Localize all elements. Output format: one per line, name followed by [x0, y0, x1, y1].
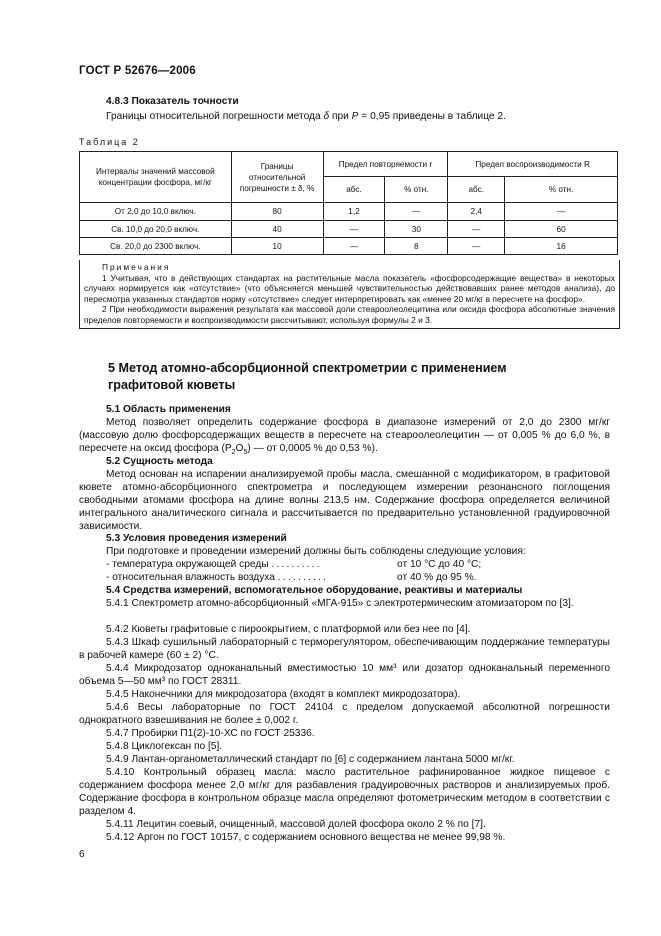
- subsection-5-1-text: Метод позволяет определить содержание фосфора в диапазоне измерений от 2,0 до 2300 мг/кг (массовую долю фосфорсодержащих веществ в пересчете на стеароолеолецитин — от 0,005 % до 6,0 %, в пересчете на оксид фосфора $(P_2O_5)$ — от 0,0005 % до 0,53 %).: [79, 417, 610, 457]
- table-row: [80, 238, 618, 255]
- table-cell: —: [323, 238, 385, 255]
- precision-table: [79, 151, 618, 255]
- condition-temperature-value: от 10 °С до 40 °С;: [397, 559, 482, 570]
- subsection-5-4-title: 5.4 Средства измерений, вспомогательное оборудование, реактивы и материалы: [106, 585, 523, 596]
- condition-humidity-value: от 40 % до 95 %.: [397, 572, 477, 583]
- table-cell: 16: [505, 238, 618, 255]
- table-cell: 30: [385, 221, 448, 238]
- item-5-4-9: 5.4.9 Лантан-органометаллический стандарт по [6] с содержанием лантана 5000 мг/кг.: [106, 754, 515, 765]
- table-header-reproducibility: Предел воспроизводимости R: [448, 152, 618, 177]
- table-header-error-bounds: Границы относительной погрешности ± δ, %: [231, 152, 323, 203]
- subsection-4-8-3-text: Границы относительной погрешности метода δ при P = 0,95 приведены в таблице 2.: [106, 111, 506, 122]
- item-5-4-10: 5.4.10 Контрольный образец масла: масло растительное рафинированное жидкое пищевое с содержанием фосфора менее 2,0 мг/кг для разбавления градуировочных растворов и анализируемых проб. Содержание фосфора в контрольном образце масла определяют фотометрическим методом в соответствии с разделом 4.: [79, 767, 610, 817]
- table-header-abs: абс.: [448, 177, 505, 203]
- item-5-4-7: 5.4.7 Пробирки П1(2)-10-ХС по ГОСТ 25336.: [106, 728, 315, 739]
- item-5-4-12: 5.4.12 Аргон по ГОСТ 10157, с содержанием основного вещества не менее 99,98 %.: [106, 832, 506, 843]
- table-cell: От 2,0 до 10,0 включ.: [80, 203, 232, 221]
- table-cell: 80: [231, 203, 323, 221]
- subsection-4-8-3-title: 4.8.3 Показатель точности: [106, 96, 239, 107]
- notes-title: Примечания: [102, 262, 171, 272]
- note-2: 2 При необходимости выражения результата как массовой доли стеароолеолецитина или оксида фосфора абсолютные значения пределов повторяемости и воспроизводимости рассчитывают, используя формулы 2 и 3.: [84, 304, 615, 325]
- section-5-title: 5 Метод атомно-абсорбционной спектрометрии с применением графитовой кюветы: [108, 361, 507, 392]
- table-cell: —: [323, 221, 385, 238]
- table-cell: —: [448, 221, 505, 238]
- table-cell: —: [448, 238, 505, 255]
- table-cell: 60: [505, 221, 618, 238]
- table-header-rel: % отн.: [505, 177, 618, 203]
- subsection-5-2-text: Метод основан на испарении анализируемой пробы масла, смешанной с модификатором, в графитовой кювете атомно-абсорбционного спектрометра и последующем измерении резонансного поглощения свободными атомами фосфора на длине волны 213,5 нм. Содержание фосфора определяется величиной интегрального аналитического сигнала и рассчитывается по предварительно установленной градуировочной зависимости.: [79, 469, 610, 532]
- table-caption: Таблица 2: [79, 137, 140, 147]
- table-cell: Св. 20,0 до 2300 включ.: [80, 238, 232, 255]
- document-header: ГОСТ Р 52676—2006: [79, 65, 196, 77]
- item-5-4-3: 5.4.3 Шкаф сушильный лабораторный с терморегулятором, обеспечивающим поддержание температуры в рабочей камере (60 ± 2) °С.: [79, 637, 610, 661]
- subsection-5-3-title: 5.3 Условия проведения измерений: [106, 533, 287, 544]
- table-cell: 8: [385, 238, 448, 255]
- table-header-abs: абс.: [323, 177, 385, 203]
- table-header-repeatability: Предел повторяемости r: [323, 152, 448, 177]
- table-cell: 40: [231, 221, 323, 238]
- item-5-4-8: 5.4.8 Циклогексан по [5].: [106, 741, 223, 752]
- table-row: [80, 221, 618, 238]
- note-1: 1 Учитывая, что в действующих стандартах на растительные масла показатель «фосфорсодержащие вещества» в некоторых случаях нормируется как «отсутствие» (что объясняется меньшей чувствительностью действовавших ранее методов анализа), до пересмотра указанных стандартов норму «отсутствие» следует интерпретировать как «менее 20 мг/кг в пересчете на фосфор».: [84, 272, 615, 304]
- table-header-intervals: Интервалы значений массовой концентрации фосфора, мг/кг: [80, 152, 232, 203]
- table-cell: —: [505, 203, 618, 221]
- subsection-5-1-title: 5.1 Область применения: [106, 404, 231, 415]
- item-5-4-6: 5.4.6 Весы лабораторные по ГОСТ 24104 с пределом допускаемой абсолютной погрешности однократного взвешивания не более ± 0,002 г.: [79, 702, 610, 726]
- page-number: 6: [79, 849, 85, 860]
- table-cell: 1,2: [323, 203, 385, 221]
- table-notes: [79, 260, 620, 329]
- item-5-4-11: 5.4.11 Лецитин соевый, очищенный, массовой долей фосфора около 2 % по [7].: [106, 819, 486, 830]
- item-5-4-2: 5.4.2 Кюветы графитовые с пироокрытием, с платформой или без нее по [4].: [106, 624, 471, 635]
- subsection-5-2-title: 5.2 Сущность метода: [106, 456, 213, 467]
- subsection-5-3-intro: При подготовке и проведении измерений должны быть соблюдены следующие условия:: [106, 546, 526, 557]
- table-header-rel: % отн.: [385, 177, 448, 203]
- item-5-4-1: 5.4.1 Спектрометр атомно-абсорбционный «МГА-915» с электротермическим атомизатором по [3].: [106, 598, 574, 609]
- table-cell: —: [385, 203, 448, 221]
- item-5-4-5: 5.4.5 Наконечники для микродозатора (входят в комплект микродозатора).: [106, 689, 461, 700]
- condition-humidity: - относительная влажность воздуха ..........: [106, 572, 329, 583]
- table-cell: Св. 10,0 до 20,0 включ.: [80, 221, 232, 238]
- item-5-4-4: 5.4.4 Микродозатор одноканальный вместимостью 10 мм³ или дозатор одноканальный переменного объема 5—50 мм³ по ГОСТ 28311.: [79, 663, 610, 687]
- table-cell: 2,4: [448, 203, 505, 221]
- table-row: [80, 203, 618, 221]
- table-cell: 10: [231, 238, 323, 255]
- condition-temperature: - температура окружающей среды ..........: [106, 559, 322, 570]
